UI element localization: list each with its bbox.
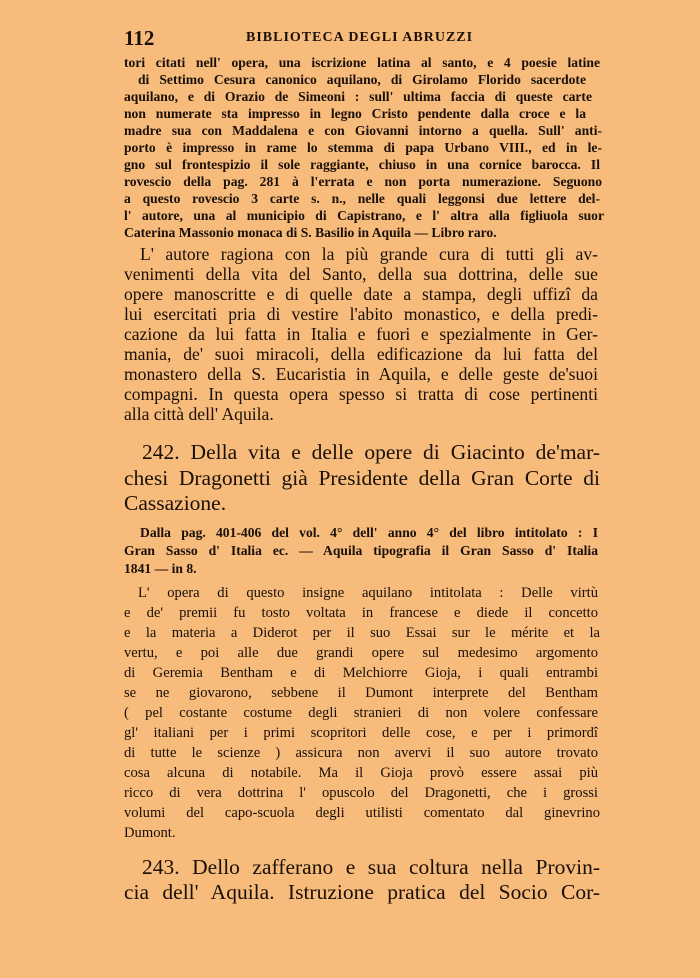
entry-paragraph-line: Dumont.: [124, 825, 176, 841]
page-header: [0, 26, 700, 54]
paragraph-line: lui esercitati pria di vestire l'abito monastico, e della predi-: [124, 304, 598, 324]
paragraph-line: opere manoscritte e di quelle date a stampa, degli uffizî da: [124, 284, 598, 304]
entry-paragraph-line: e la materia a Diderot per il suo Essai sur le mérite et la: [124, 625, 600, 641]
paragraph-line: mania, de' suoi miracoli, della edificazione da lui fatta del: [124, 344, 598, 364]
paragraph-line: compagni. In questa opera spesso si tratta di cose pertinenti: [124, 384, 598, 404]
entry-reference-line: 1841 — in 8.: [124, 561, 197, 576]
note-line: l' autore, una al municipio di Capistrano, e l' altra alla figliuola suor: [124, 208, 604, 223]
note-line: madre sua con Maddalena e con Giovanni intorno a quella. Sull' anti-: [124, 123, 602, 138]
note-line: aquilano, e di Orazio de Simeoni : sull' ultima faccia di queste carte: [124, 89, 592, 104]
entry-paragraph-line: ( pel costante costume degli stranieri di non volere confessare: [124, 705, 598, 721]
entry-paragraph-line: volumi del capo-scuola degli utilisti comentato dal ginevrino: [124, 805, 600, 821]
note-line: gno sul frontespizio il sole raggiante, chiuso in una cornice barocca. Il: [124, 157, 600, 172]
entry-paragraph-line: di tutte le scienze ) assicura non avervi il suo autore trovato: [124, 745, 598, 761]
note-line: porto è impresso in rame lo stemma di papa Urbano VIII., ed in le-: [124, 140, 602, 155]
entry-title-line: 242. Della vita e delle opere di Giacinto de'mar-: [142, 440, 600, 464]
running-title: BIBLIOTECA DEGLI ABRUZZI: [246, 30, 474, 45]
entry-paragraph-line: e de' premii fu tosto voltata in francese e diede il concetto: [124, 605, 598, 621]
entry-paragraph-line: se ne giovarono, sebbene il Dumont interprete del Bentham: [124, 685, 598, 701]
entry-title-line: chesi Dragonetti già Presidente della Gran Corte di: [124, 466, 600, 490]
note-line: a questo rovescio 3 carte s. n., nelle quali leggonsi due lettere del-: [124, 191, 600, 206]
entry-title-line: 243. Dello zafferano e sua coltura nella Provin-: [142, 855, 600, 879]
entry-title-line: cia dell' Aquila. Istruzione pratica del Socio Cor-: [124, 880, 600, 904]
entry-paragraph-line: di Geremia Bentham e di Melchiorre Gioja, i quali entrambi: [124, 665, 598, 681]
note-line: Caterina Massonio monaca di S. Basilio in Aquila — Libro raro.: [124, 225, 497, 240]
entry-paragraph-line: gl' italiani per i primi scopritori delle cose, e per i primordî: [124, 725, 598, 741]
entry-paragraph-line: vertu, e poi alle due grandi opere sul medesimo argomento: [124, 645, 598, 661]
page-number: 112: [124, 26, 155, 50]
note-line: non numerate sta impresso in legno Cristo pendente dalla croce e la: [124, 106, 586, 121]
entry-reference-line: Dalla pag. 401-406 del vol. 4° dell' anno 4° del libro intitolato : I: [140, 525, 598, 540]
entry-title-line: Cassazione.: [124, 491, 227, 515]
note-line: tori citati nell' opera, una iscrizione latina al santo, e 4 poesie latine: [124, 55, 600, 70]
paragraph-line: L' autore ragiona con la più grande cura di tutti gli av-: [140, 244, 598, 264]
entry-paragraph-line: ricco di vera dottrina l' opuscolo del Dragonetti, che i grossi: [124, 785, 598, 801]
entry-reference-line: Gran Sasso d' Italia ec. — Aquila tipografia il Gran Sasso d' Italia: [124, 543, 598, 558]
paragraph-line: venimenti della vita del Santo, della sua dottrina, delle sue: [124, 264, 598, 284]
entry-paragraph-line: cosa alcuna di notabile. Ma il Gioja provò essere assai più: [124, 765, 598, 781]
note-line: rovescio della pag. 281 à l'errata e non porta numerazione. Seguono: [124, 174, 602, 189]
note-line: di Settimo Cesura canonico aquilano, di Girolamo Florido sacerdote: [138, 72, 586, 87]
entry-paragraph-line: L' opera di questo insigne aquilano intitolata : Delle virtù: [138, 585, 598, 601]
paragraph-line: cazione da lui fatta in Italia e fuori e spezialmente in Ger-: [124, 324, 598, 344]
paragraph-line: monastero della S. Eucaristia in Aquila, e delle geste de'suoi: [124, 364, 598, 384]
paragraph-line: alla città dell' Aquila.: [124, 404, 274, 424]
